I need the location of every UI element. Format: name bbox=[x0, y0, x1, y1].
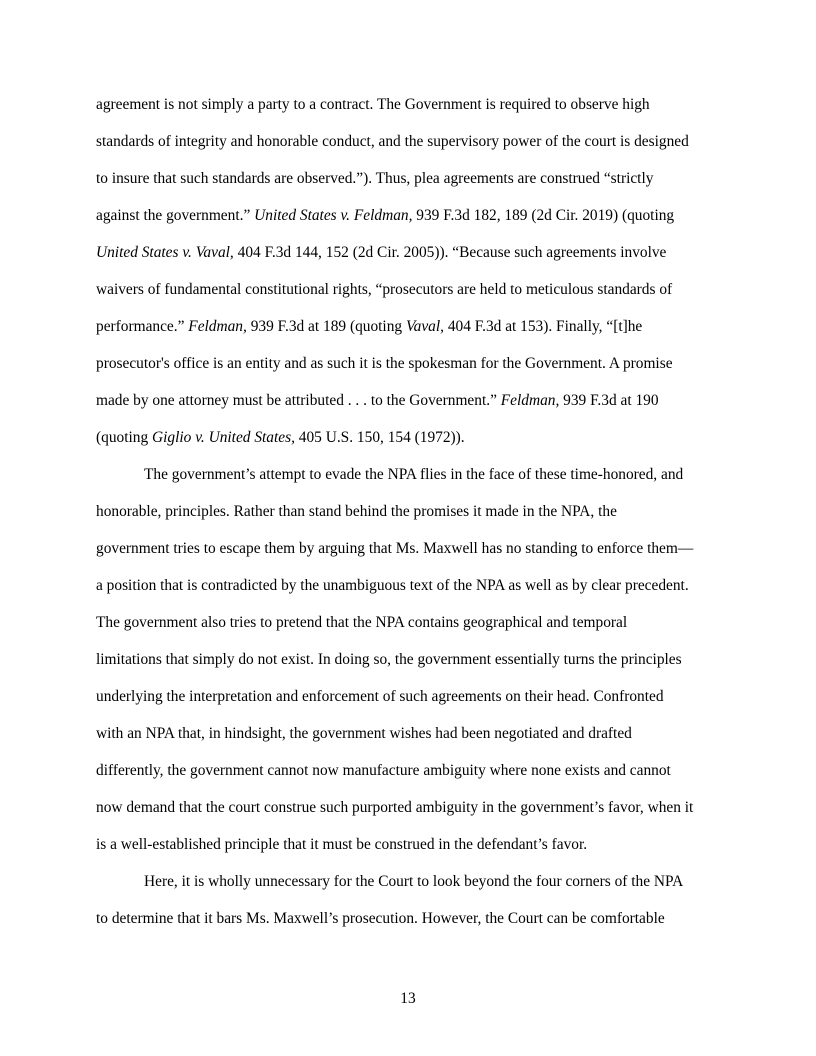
case-citation: Feldman, bbox=[188, 318, 247, 335]
text-line: (quoting Giglio v. United States, 405 U.S. 150, 154 (1972)). bbox=[96, 429, 465, 446]
text-line: a position that is contradicted by the unambiguous text of the NPA as well as by clear precedent. bbox=[96, 577, 689, 594]
text-line: prosecutor's office is an entity and as such it is the spokesman for the Government. A promise bbox=[96, 355, 673, 372]
text-line: The government’s attempt to evade the NPA flies in the face of these time-honored, and bbox=[144, 466, 684, 483]
case-citation: United States v. Vaval, bbox=[96, 244, 234, 261]
case-citation: Feldman, bbox=[500, 392, 560, 409]
text-line: now demand that the court construe such purported ambiguity in the government’s favor, when it bbox=[96, 799, 694, 816]
text-line: to determine that it bars Ms. Maxwell’s prosecution. However, the Court can be comfortable bbox=[96, 910, 665, 927]
text-line: Here, it is wholly unnecessary for the Court to look beyond the four corners of the NPA bbox=[144, 873, 684, 890]
text-line: standards of integrity and honorable conduct, and the supervisory power of the court is designed bbox=[96, 133, 689, 150]
text-line: with an NPA that, in hindsight, the government wishes had been negotiated and drafted bbox=[96, 725, 632, 742]
text-line: differently, the government cannot now manufacture ambiguity where none exists and cannot bbox=[96, 762, 671, 779]
text-line: honorable, principles. Rather than stand behind the promises it made in the NPA, the bbox=[96, 503, 617, 520]
text-line: waivers of fundamental constitutional rights, “prosecutors are held to meticulous standards of bbox=[96, 281, 673, 298]
text-line: made by one attorney must be attributed . . . to the Government.” Feldman, 939 F.3d at 190 bbox=[96, 392, 659, 409]
page-number: 13 bbox=[400, 990, 416, 1007]
case-citation: United States v. Feldman, bbox=[254, 207, 413, 224]
case-citation: Giglio v. United States, bbox=[152, 429, 295, 446]
text-line: agreement is not simply a party to a contract. The Government is required to observe high bbox=[96, 96, 650, 113]
text-line: underlying the interpretation and enforcement of such agreements on their head. Confronted bbox=[96, 688, 664, 705]
text-line: to insure that such standards are observed.”). Thus, plea agreements are construed “strictly bbox=[96, 170, 654, 187]
text-line: limitations that simply do not exist. In doing so, the government essentially turns the principles bbox=[96, 651, 682, 668]
text-line: The government also tries to pretend that the NPA contains geographical and temporal bbox=[96, 614, 628, 631]
case-citation: Vaval, bbox=[405, 318, 444, 335]
text-line: is a well-established principle that it must be construed in the defendant’s favor. bbox=[96, 836, 588, 853]
text-line: United States v. Vaval, 404 F.3d 144, 152 (2d Cir. 2005)). “Because such agreements involve bbox=[96, 244, 667, 261]
text-line: government tries to escape them by arguing that Ms. Maxwell has no standing to enforce them— bbox=[96, 540, 694, 557]
text-line: against the government.” United States v. Feldman, 939 F.3d 182, 189 (2d Cir. 2019) (quoting bbox=[96, 207, 675, 224]
text-line: performance.” Feldman, 939 F.3d at 189 (quoting Vaval, 404 F.3d at 153). Finally, “[t]he bbox=[96, 318, 643, 335]
